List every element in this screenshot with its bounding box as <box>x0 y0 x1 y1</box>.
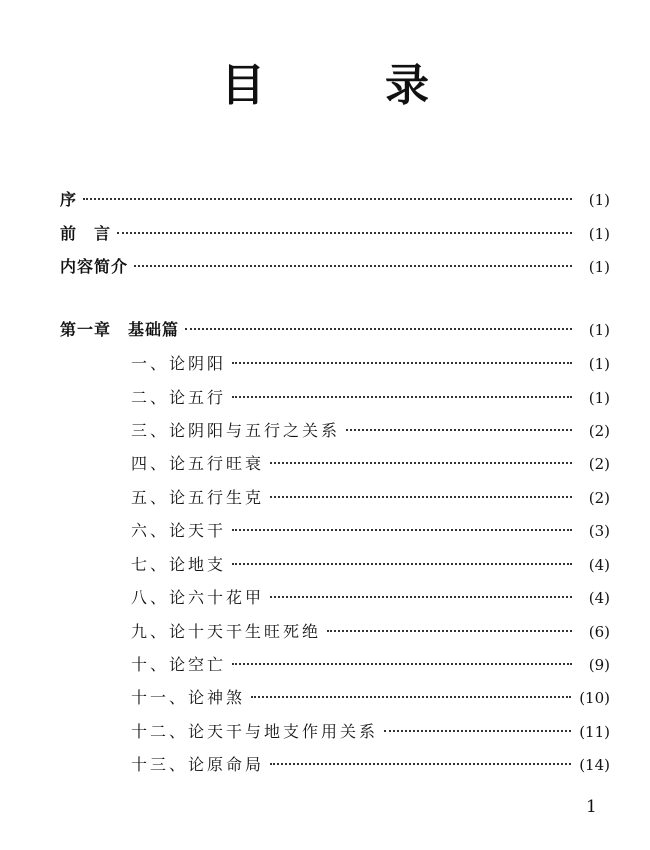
toc-entry-label: 九、论十天干生旺死绝 <box>131 622 322 641</box>
toc-entry-page: (1) <box>588 355 610 373</box>
toc-entry-section[interactable] <box>131 453 610 475</box>
toc-entry-page: (1) <box>588 321 610 339</box>
toc-entry-summary[interactable] <box>60 256 610 278</box>
toc-entry-section[interactable] <box>131 420 610 442</box>
toc-entry-label: 五、论五行生克 <box>131 488 265 507</box>
toc-entry-foreword[interactable] <box>60 223 610 245</box>
toc-entry-section[interactable] <box>131 687 610 709</box>
dot-leader <box>232 529 572 531</box>
dot-leader <box>270 496 572 498</box>
toc-entry-label: 内容简介 <box>60 257 129 276</box>
dot-leader <box>83 198 572 200</box>
toc-entry-label: 六、论天干 <box>131 521 227 540</box>
toc-entry-section[interactable] <box>131 387 610 409</box>
dot-leader <box>232 663 572 665</box>
dot-leader <box>232 563 572 565</box>
dot-leader <box>346 429 572 431</box>
toc-entry-page: (2) <box>588 422 610 440</box>
toc-entry-section[interactable] <box>131 554 610 576</box>
toc-entry-label: 七、论地支 <box>131 555 227 574</box>
toc-entry-page: (11) <box>579 723 610 741</box>
toc-entry-label: 第一章 基础篇 <box>60 320 180 339</box>
toc-entry-page: (4) <box>588 556 610 574</box>
dot-leader <box>270 763 571 765</box>
toc-entry-page: (3) <box>588 522 610 540</box>
toc-entry-page: (9) <box>588 656 610 674</box>
toc-entry-label: 二、论五行 <box>131 388 227 407</box>
toc-entry-page: (2) <box>588 489 610 507</box>
toc-entry-label: 十二、论天干与地支作用关系 <box>131 722 379 741</box>
toc-entry-page: (10) <box>579 689 610 707</box>
toc-entry-section[interactable] <box>131 654 610 676</box>
toc-entry-section[interactable] <box>131 754 610 776</box>
toc-entry-label: 一、论阴阳 <box>131 354 227 373</box>
toc-entry-section[interactable] <box>131 487 610 509</box>
dot-leader <box>327 630 572 632</box>
dot-leader <box>185 328 572 330</box>
toc-entry-label: 十、论空亡 <box>131 655 227 674</box>
dot-leader <box>232 362 572 364</box>
toc-entry-label: 十三、论原命局 <box>131 755 265 774</box>
toc-entry-label: 前 言 <box>60 224 112 243</box>
dot-leader <box>134 265 572 267</box>
dot-leader <box>232 396 572 398</box>
toc-entry-preface[interactable] <box>60 189 610 211</box>
dot-leader <box>384 730 571 732</box>
toc-entry-section[interactable] <box>131 353 610 375</box>
dot-leader <box>270 596 572 598</box>
toc-entry-section[interactable] <box>131 621 610 643</box>
toc-entry-page: (1) <box>588 225 610 243</box>
toc-entry-section[interactable] <box>131 721 610 743</box>
page-number: 1 <box>586 797 597 817</box>
toc-entry-chapter-1[interactable] <box>60 319 610 341</box>
toc-entry-page: (1) <box>588 389 610 407</box>
toc-entry-page: (6) <box>588 623 610 641</box>
toc-entry-page: (14) <box>579 756 610 774</box>
toc-entry-label: 三、论阴阳与五行之关系 <box>131 421 341 440</box>
dot-leader <box>270 462 572 464</box>
toc-entry-section[interactable] <box>131 587 610 609</box>
toc-entry-page: (2) <box>588 455 610 473</box>
dot-leader <box>117 232 572 234</box>
toc-entry-page: (1) <box>588 191 610 209</box>
dot-leader <box>251 696 571 698</box>
toc-entry-label: 四、论五行旺衰 <box>131 454 265 473</box>
page-title: 目 录 <box>221 60 467 111</box>
toc-entry-label: 序 <box>60 190 78 209</box>
toc-entry-label: 八、论六十花甲 <box>131 588 265 607</box>
toc-entry-section[interactable] <box>131 520 610 542</box>
toc-entry-page: (4) <box>588 589 610 607</box>
toc-entry-page: (1) <box>588 258 610 276</box>
toc-entry-label: 十一、论神煞 <box>131 688 246 707</box>
